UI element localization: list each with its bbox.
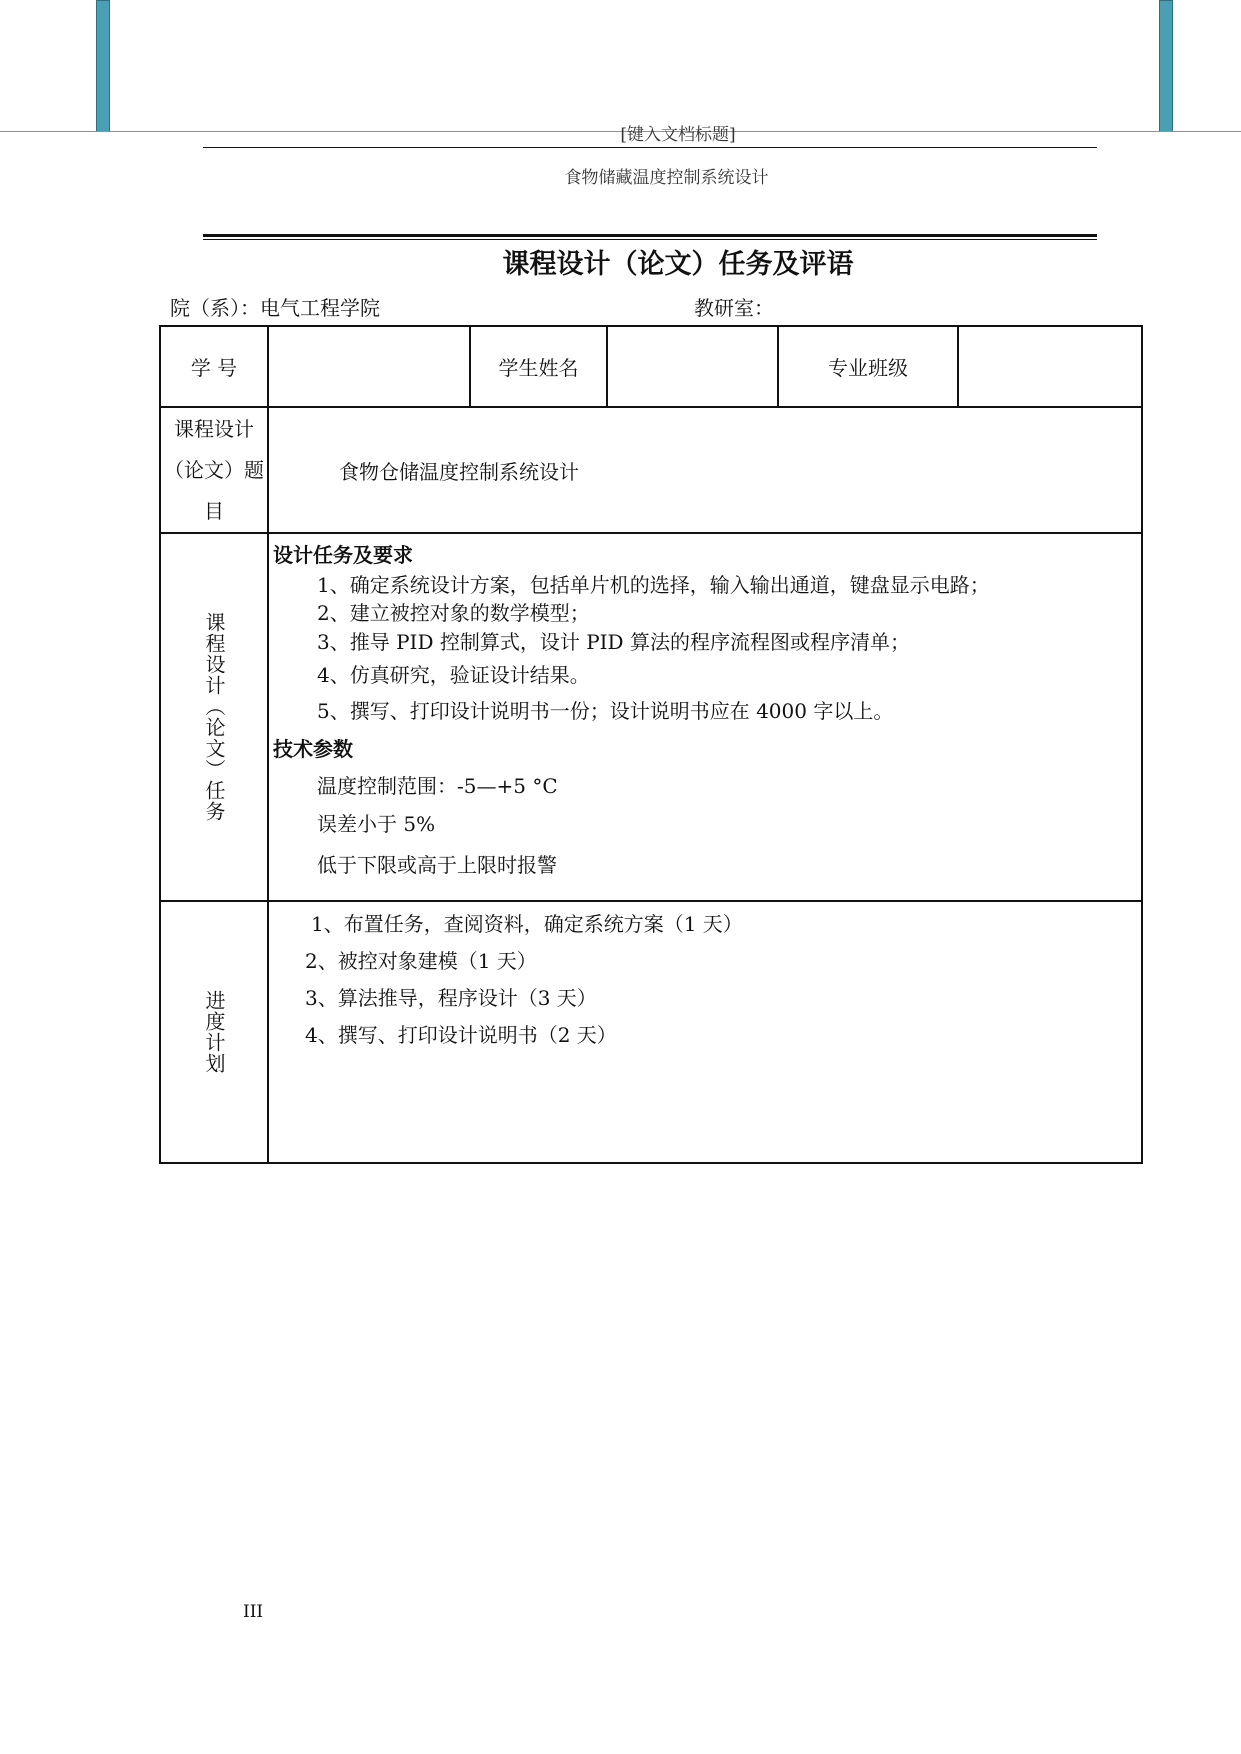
task-item: 3、推导 PID 控制算式，设计 PID 算法的程序流程图或程序清单；: [317, 630, 910, 654]
task-heading: 设计任务及要求: [273, 543, 413, 567]
task-label: 课程设计（论文）任务: [202, 612, 226, 822]
task-item: 2、建立被控对象的数学模型；: [317, 601, 590, 625]
header-left-tab-decoration: [96, 0, 110, 132]
title-rule-thick: [203, 234, 1097, 237]
schedule-item: 4、撰写、打印设计说明书（2 天）: [305, 1023, 617, 1047]
schedule-label: 进度计划: [202, 990, 226, 1074]
task-item: 1、确定系统设计方案，包括单片机的选择，输入输出通道，键盘显示电路；: [317, 573, 990, 597]
department-label: 院（系）：电气工程学院: [170, 296, 380, 320]
table-row: [160, 533, 1142, 901]
topic-label-line: 目: [204, 498, 224, 523]
param-item: 误差小于 5%: [317, 812, 436, 836]
schedule-item: 1、布置任务，查阅资料，确定系统方案（1 天）: [311, 912, 743, 936]
page-title: 课程设计（论文）任务及评语: [502, 249, 854, 280]
topic-label-line: （论文）题: [164, 457, 264, 482]
task-label-cell: [160, 533, 268, 901]
task-content[interactable]: [268, 533, 1142, 901]
table-row: [160, 326, 1142, 407]
topic-label-line: 课程设计: [174, 416, 254, 441]
major-class-field[interactable]: [958, 326, 1142, 407]
student-id-field[interactable]: [268, 326, 470, 407]
student-name-label: 学生姓名: [470, 326, 607, 407]
student-id-label: 学 号: [160, 326, 268, 407]
topic-value[interactable]: 食物仓储温度控制系统设计: [268, 407, 1142, 533]
schedule-item: 3、算法推导，程序设计（3 天）: [305, 986, 597, 1010]
office-label: 教研室：: [694, 296, 774, 320]
schedule-label-cell: [160, 901, 268, 1163]
header-doc-title[interactable]: [键入文档标题]: [620, 125, 736, 145]
table-row: [160, 901, 1142, 1163]
page-number: III: [243, 1602, 264, 1622]
task-item: 5、撰写、打印设计说明书一份；设计说明书应在 4000 字以上。: [317, 699, 894, 723]
document-subtitle: 食物储藏温度控制系统设计: [564, 168, 769, 188]
header-right-tab-decoration: [1159, 0, 1173, 132]
header-rule: [203, 147, 1097, 148]
param-item: 低于下限或高于上限时报警: [317, 853, 557, 877]
student-name-field[interactable]: [607, 326, 778, 407]
schedule-content[interactable]: [268, 901, 1142, 1163]
schedule-item: 2、被控对象建模（1 天）: [305, 949, 537, 973]
params-heading: 技术参数: [273, 737, 353, 761]
major-class-label: 专业班级: [778, 326, 958, 407]
table-row: [160, 407, 1142, 533]
topic-label: [160, 407, 268, 533]
param-item: 温度控制范围：-5—+5 °C: [317, 774, 558, 798]
task-form-table: [159, 325, 1143, 1164]
title-rule-thin: [203, 239, 1097, 240]
task-item: 4、仿真研究，验证设计结果。: [317, 663, 590, 687]
